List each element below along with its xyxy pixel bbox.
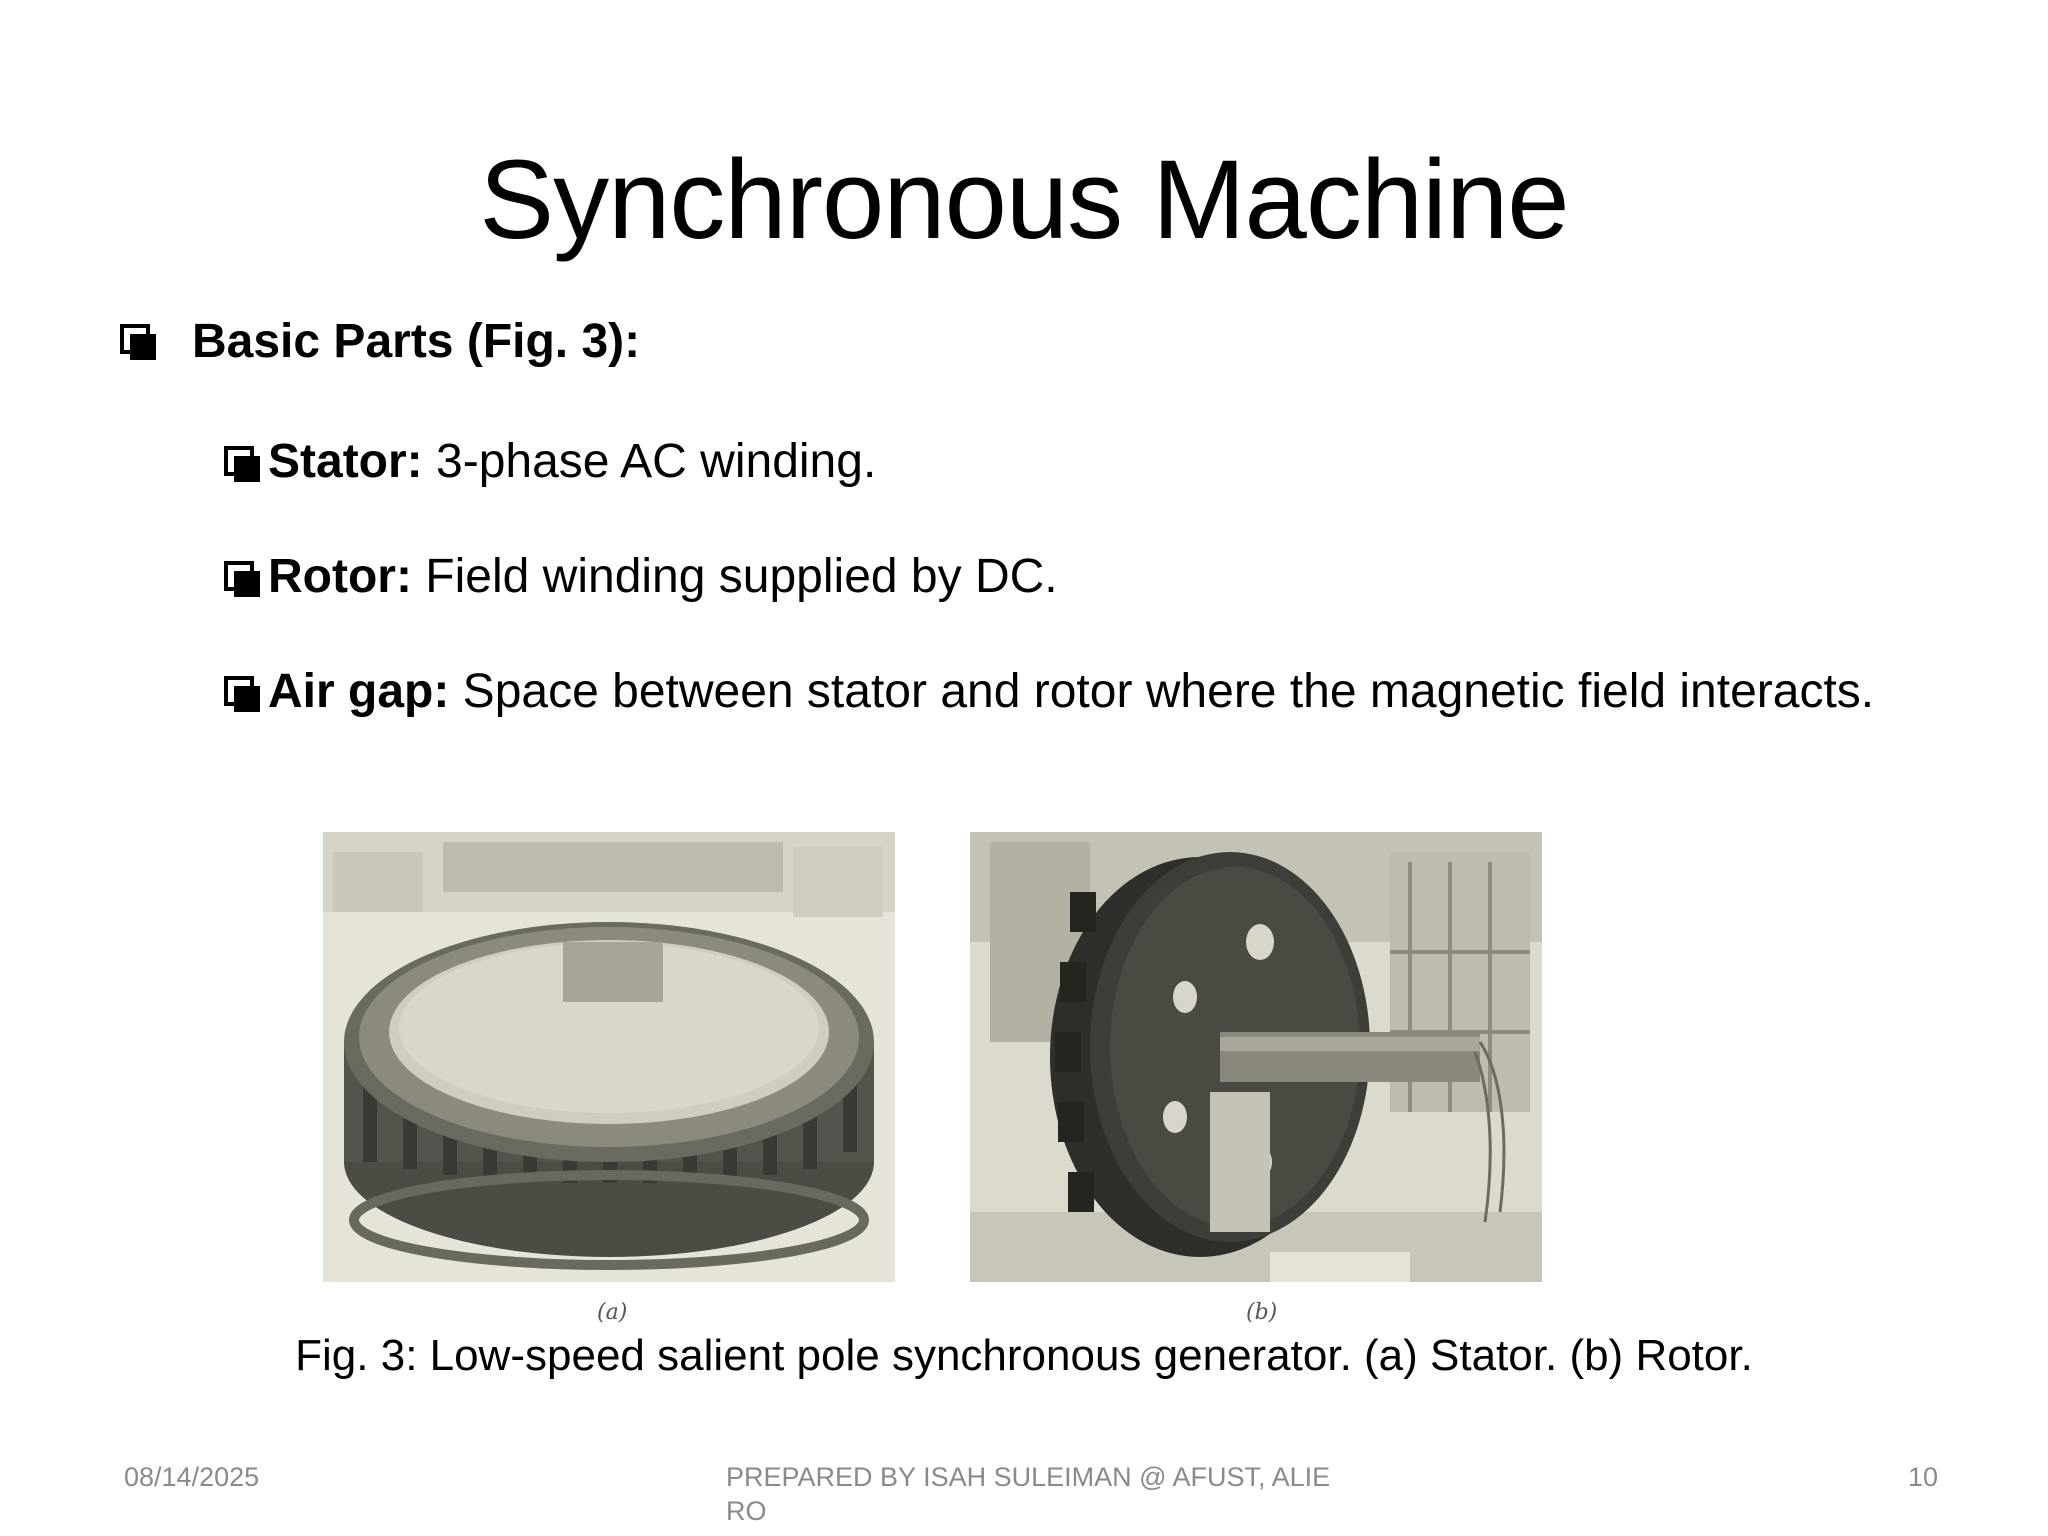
bullet-rotor <box>224 550 1940 629</box>
footer-date: 08/14/2025 <box>124 1462 260 1492</box>
term-stator: Stator: <box>268 435 423 488</box>
desc-stator: 3-phase AC winding. <box>422 435 877 488</box>
footer-prepared-by: PREPARED BY ISAH SULEIMAN @ AFUST, ALIERO <box>726 1462 1331 1526</box>
checkbox-bullet-icon <box>224 446 254 476</box>
term-air-gap: Air gap: <box>268 665 450 718</box>
bullet-air-gap-text <box>268 640 1874 744</box>
checkbox-bullet-icon <box>224 676 254 706</box>
rotor-photo <box>970 832 1542 1282</box>
bullet-air-gap <box>224 665 1940 744</box>
footer-page-number: 10 <box>1907 1462 1938 1492</box>
figure-label-b: (b) <box>1246 1300 1278 1325</box>
figure-label-a: (a) <box>597 1300 628 1325</box>
slide-title: Synchronous Machine <box>479 137 1569 262</box>
figure-caption: Fig. 3: Low-speed salient pole synchronous generator. (a) Stator. (b) Rotor. <box>295 1331 1753 1380</box>
desc-rotor: Field winding supplied by DC. <box>411 550 1058 603</box>
checkbox-bullet-icon <box>120 324 150 354</box>
bullet-stator <box>224 435 1940 514</box>
bullet-stator-text <box>268 410 876 514</box>
stator-photo <box>323 832 895 1282</box>
main-bullet-text: Basic Parts (Fig. 3): <box>192 315 641 368</box>
main-bullet <box>120 315 641 372</box>
term-rotor: Rotor: <box>268 550 412 603</box>
bullet-rotor-text <box>268 525 1058 629</box>
desc-air-gap: Space between stator and rotor where the magnetic field interacts. <box>449 665 1875 718</box>
checkbox-bullet-icon <box>224 561 254 591</box>
